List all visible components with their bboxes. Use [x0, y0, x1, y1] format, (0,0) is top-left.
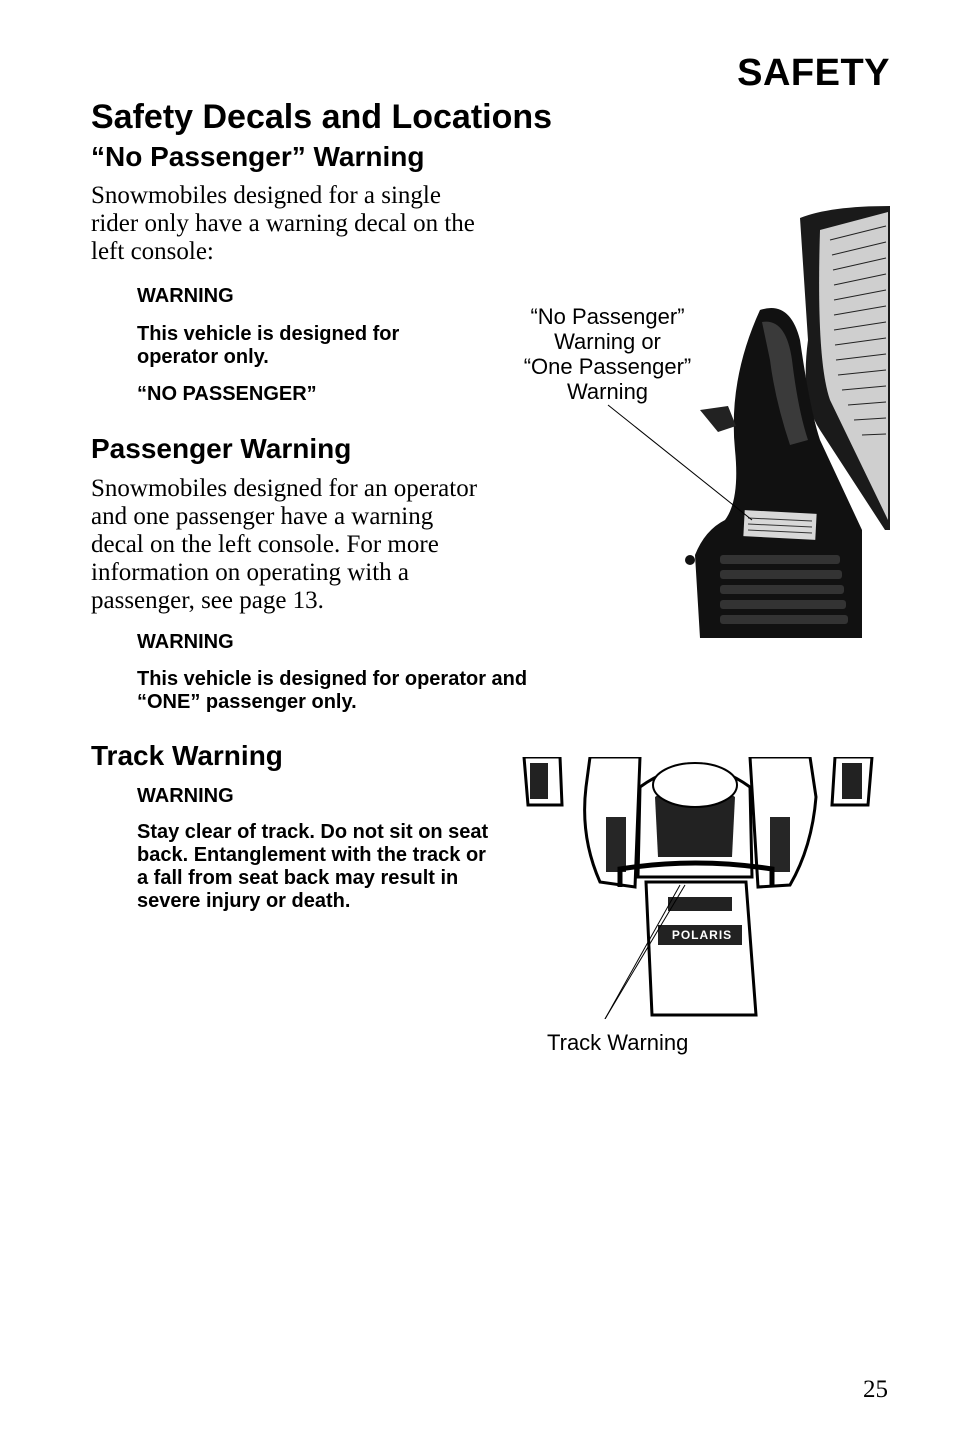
track-decal-figure [520, 757, 875, 1019]
console-caption-line: “No Passenger” [530, 304, 685, 329]
console-illustration [490, 200, 895, 645]
page-title: Safety Decals and Locations [91, 98, 553, 136]
snowmobile-rear-illustration [520, 757, 875, 1019]
track-caption: Track Warning [547, 1030, 689, 1055]
passenger-heading: Passenger Warning [91, 433, 352, 464]
console-decal-figure [490, 200, 895, 645]
passenger-warning-text: This vehicle is designed for operator and “ONE” passenger only. [137, 668, 528, 713]
console-caption [505, 304, 710, 404]
track-warning-label: WARNING [137, 785, 234, 807]
no-passenger-warning-label: WARNING [137, 285, 234, 307]
section-header: SAFETY [737, 52, 890, 94]
no-passenger-warning-tag: “NO PASSENGER” [137, 383, 317, 405]
page-number: 25 [863, 1376, 888, 1403]
no-passenger-warning-text: This vehicle is designed for operator only. [137, 323, 400, 368]
no-passenger-body: Snowmobiles designed for a single rider only have a warning decal on the left console: [91, 182, 475, 265]
passenger-warning-label: WARNING [137, 631, 234, 653]
track-heading: Track Warning [91, 740, 283, 771]
no-passenger-heading: “No Passenger” Warning [91, 141, 425, 172]
console-caption-line: Warning [566, 379, 649, 404]
console-caption-line: “One Passenger” [523, 354, 692, 379]
brand-logo: POLARIS [671, 928, 733, 942]
console-caption-line: Warning or [554, 329, 661, 354]
passenger-body: Snowmobiles designed for an operator and one passenger have a warning decal on the left console. For more information on operating with a passenger, see page 13. [91, 475, 478, 614]
track-warning-text: Stay clear of track. Do not sit on seat back. Entanglement with the track or a fall from seat back may result in severe injury or death. [137, 821, 489, 912]
